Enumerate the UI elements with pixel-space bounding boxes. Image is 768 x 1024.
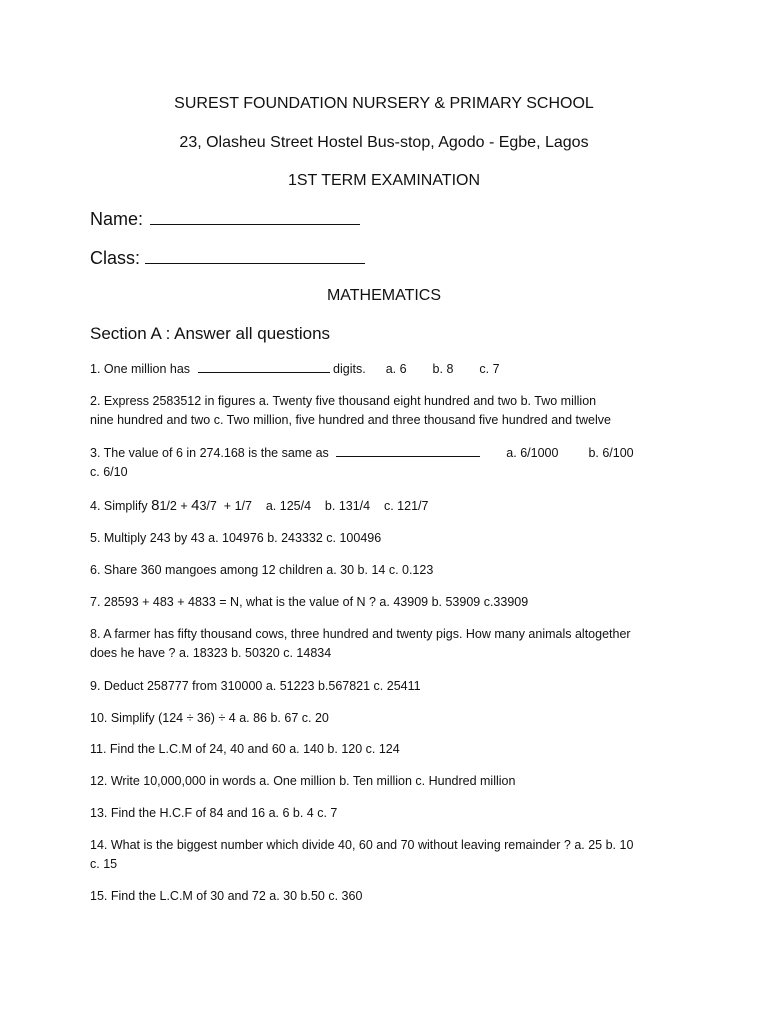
section-heading: Section A : Answer all questions bbox=[90, 324, 331, 343]
question-3 bbox=[90, 444, 690, 482]
class-field bbox=[90, 247, 365, 269]
question-11: 11. Find the L.C.M of 24, 40 and 60 a. 140 b. 120 c. 124 bbox=[90, 742, 400, 756]
subject-title: MATHEMATICS bbox=[326, 287, 442, 304]
q2-line-1: 2. Express 2583512 in figures a. Twenty five thousand eight hundred and two b. Two million bbox=[90, 394, 597, 408]
q1-suffix: digits. bbox=[333, 362, 366, 376]
q3-text: 3. The value of 6 in 274.168 is the same as bbox=[90, 446, 329, 460]
question-13: 13. Find the H.C.F of 84 and 16 a. 6 b. 4 c. 7 bbox=[90, 806, 338, 820]
q4-fraction-2: 3/7 bbox=[199, 499, 217, 513]
question-9: 9. Deduct 258777 from 310000 a. 51223 b.567821 c. 25411 bbox=[90, 679, 421, 693]
q8-line-1: 8. A farmer has fifty thousand cows, three hundred and twenty pigs. How many animals altogether bbox=[90, 627, 631, 641]
q4-whole-2: 4 bbox=[191, 497, 200, 514]
q1-option-a: a. 6 bbox=[385, 362, 407, 376]
q4-text: 4. Simplify bbox=[90, 499, 148, 513]
name-blank[interactable] bbox=[150, 223, 360, 225]
q8-line-2: does he have ? a. 18323 b. 50320 c. 14834 bbox=[90, 646, 332, 660]
q3-blank[interactable] bbox=[336, 455, 480, 457]
class-blank[interactable] bbox=[145, 262, 365, 264]
q3-option-b: b. 6/100 bbox=[588, 446, 634, 460]
class-label: Class: bbox=[90, 248, 141, 268]
school-address: 23, Olasheu Street Hostel Bus-stop, Agodo - Egbe, Lagos bbox=[179, 134, 589, 151]
q1-text: 1. One million has bbox=[90, 362, 191, 376]
question-5: 5. Multiply 243 by 43 a. 104976 b. 243332 c. 100496 bbox=[90, 531, 382, 545]
question-1 bbox=[90, 360, 690, 379]
name-field bbox=[90, 208, 360, 230]
q4-fraction-1: 1/2 bbox=[159, 499, 177, 513]
question-2 bbox=[90, 392, 690, 430]
q2-line-2: nine hundred and two c. Two million, five hundred and three thousand five hundred and twelve bbox=[90, 413, 611, 427]
q1-option-c: c. 7 bbox=[479, 362, 500, 376]
q4-whole-1: 8 bbox=[151, 497, 160, 514]
question-10: 10. Simplify (124 ÷ 36) ÷ 4 a. 86 b. 67 c. 20 bbox=[90, 711, 329, 725]
q1-option-b: b. 8 bbox=[432, 362, 454, 376]
question-12: 12. Write 10,000,000 in words a. One million b. Ten million c. Hundred million bbox=[90, 774, 516, 788]
question-7: 7. 28593 + 483 + 4833 = N, what is the value of N ? a. 43909 b. 53909 c.33909 bbox=[90, 595, 529, 609]
school-name: SUREST FOUNDATION NURSERY & PRIMARY SCHOOL bbox=[174, 95, 594, 112]
q14-line-1: 14. What is the biggest number which divide 40, 60 and 70 without leaving remainder ? a. 25 b. 10 bbox=[90, 838, 634, 852]
q4-rest: + 1/7 a. 125/4 b. 131/4 c. 121/7 bbox=[216, 499, 429, 513]
q4-plus: + bbox=[176, 499, 192, 513]
q3-option-a: a. 6/1000 bbox=[506, 446, 559, 460]
name-label: Name: bbox=[90, 209, 144, 229]
q14-line-2: c. 15 bbox=[90, 857, 118, 871]
exam-title: 1ST TERM EXAMINATION bbox=[287, 172, 481, 189]
q1-blank[interactable] bbox=[198, 371, 330, 373]
question-4 bbox=[90, 496, 690, 516]
question-8 bbox=[90, 625, 690, 663]
q3-option-c: c. 6/10 bbox=[90, 465, 128, 479]
question-15: 15. Find the L.C.M of 30 and 72 a. 30 b.50 c. 360 bbox=[90, 889, 363, 903]
question-6: 6. Share 360 mangoes among 12 children a. 30 b. 14 c. 0.123 bbox=[90, 563, 434, 577]
question-14 bbox=[90, 836, 690, 874]
